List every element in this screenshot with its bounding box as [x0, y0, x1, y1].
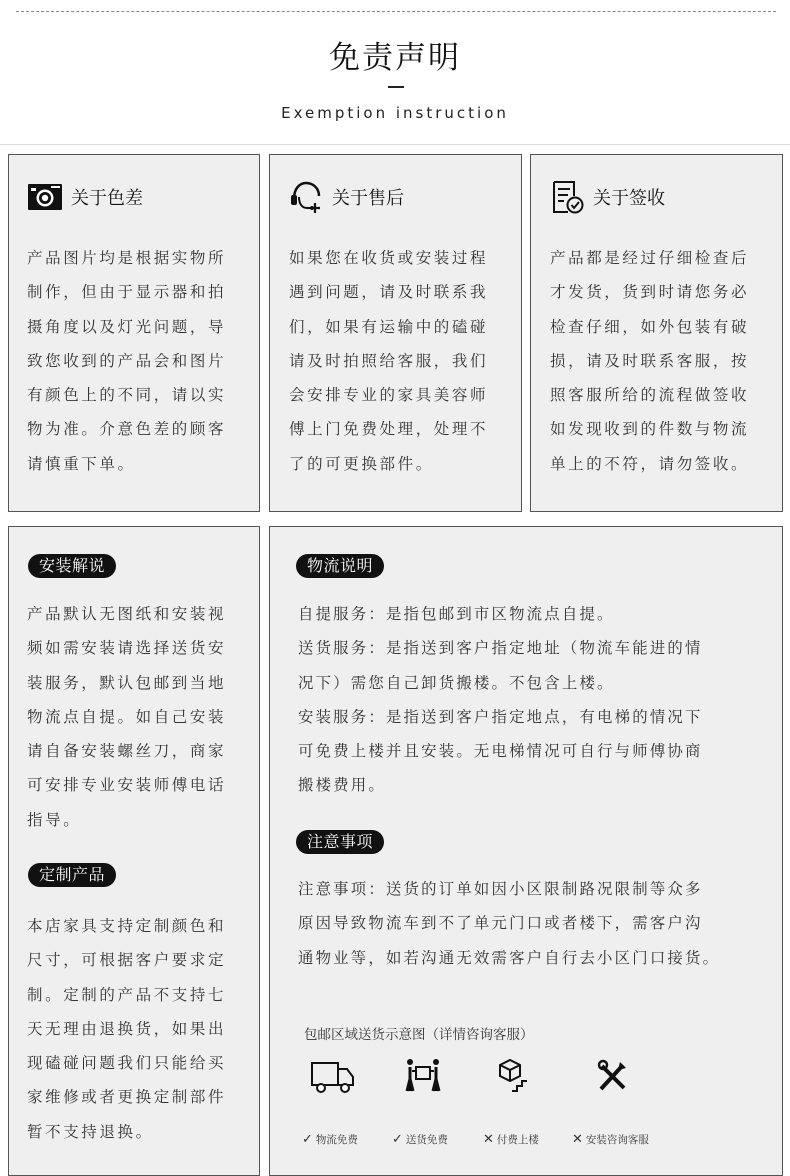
- caption-text: 物流免费: [315, 1134, 358, 1146]
- text-line: 现磕碰问题我们只能给买: [27, 1054, 227, 1073]
- delivery-men-icon: [404, 1057, 442, 1097]
- text-line: 请自备安装螺丝刀，商家: [27, 742, 227, 761]
- support-icon: [288, 179, 324, 215]
- stairs-box-icon: [494, 1057, 530, 1097]
- text-line: 单上的不符，请勿签收。: [550, 454, 750, 473]
- delivery-caption: [572, 1132, 649, 1147]
- card-logistics-notice: [269, 526, 783, 1176]
- notice-label-badge: 注意事项: [296, 830, 384, 854]
- check-icon: ✓: [302, 1132, 313, 1147]
- text-line: 原因导致物流车到不了单元门口或者楼下，需客户沟: [298, 914, 703, 933]
- card-header: [27, 179, 143, 215]
- delivery-caption: [302, 1132, 358, 1147]
- text-line: 检查仔细，如外包装有破: [550, 317, 750, 336]
- page-subtitle: Exemption instruction: [281, 104, 509, 122]
- card-title: 关于签收: [593, 188, 665, 209]
- text-line: 摄角度以及灯光问题，导: [27, 317, 227, 336]
- text-line: 可安排专业安装师傅电话: [27, 776, 227, 795]
- text-line: 照客服所给的流程做签收: [550, 386, 750, 405]
- text-line: 请及时拍照给客服，我们: [289, 351, 489, 370]
- text-line: 频如需安装请选择送货安: [27, 639, 227, 658]
- text-line: 产品默认无图纸和安装视: [27, 605, 227, 623]
- custom-body: [27, 909, 226, 1149]
- text-line: 指导。: [27, 810, 82, 829]
- text-line: 才发货，货到时请您务必: [550, 283, 750, 302]
- text-line: 损，请及时联系客服，按: [550, 351, 750, 370]
- text-line: 如发现收到的件数与物流: [550, 420, 750, 439]
- notice-body: [298, 872, 720, 975]
- delivery-caption: [483, 1132, 539, 1147]
- top-dashed-divider: [16, 11, 776, 12]
- card-title: 关于色差: [71, 188, 143, 209]
- tools-icon: [596, 1057, 630, 1097]
- header-divider: [0, 144, 790, 145]
- delivery-item: [596, 1057, 630, 1101]
- text-line: 会安排专业的家具美容师: [289, 386, 489, 405]
- text-line: 请慎重下单。: [27, 454, 136, 473]
- text-line: 们，如果有运输中的磕碰: [289, 317, 489, 336]
- text-line: 物流点自提。如自己安装: [27, 707, 227, 726]
- text-line: 致您收到的产品会和图片: [27, 351, 227, 370]
- text-line: 物为准。介意色差的顾客: [27, 420, 227, 439]
- card-body: [27, 241, 226, 481]
- caption-text: 送货免费: [405, 1134, 448, 1146]
- text-line: 产品图片均是根据实物所: [27, 249, 227, 267]
- text-line: 尺寸，可根据客户要求定: [27, 951, 227, 970]
- text-line: 制。定制的产品不支持七: [27, 985, 227, 1004]
- camera-icon: [27, 179, 63, 215]
- text-line: 天无理由退换货，如果出: [27, 1019, 227, 1038]
- text-line: 遇到问题，请及时联系我: [289, 283, 489, 302]
- caption-text: 安装咨询客服: [585, 1134, 649, 1146]
- card-install-custom: [8, 526, 260, 1176]
- text-line: 本店家具支持定制颜色和: [27, 917, 227, 935]
- text-line: 通物业等，如若沟通无效需客户自行去小区门口接货。: [298, 948, 721, 967]
- text-line: 了的可更换部件。: [289, 454, 434, 473]
- delivery-map-title: 包邮区域送货示意图（详情咨询客服）: [304, 1027, 534, 1043]
- text-line: 注意事项：送货的订单如因小区限制路况限制等众多: [298, 880, 703, 898]
- card-color-difference: [8, 154, 260, 512]
- install-body: [27, 597, 226, 837]
- text-line: 如果您在收货或安装过程: [289, 249, 489, 267]
- text-line: 搬楼费用。: [298, 776, 386, 795]
- cross-icon: ✕: [572, 1132, 583, 1147]
- text-line: 产品都是经过仔细检查后: [550, 249, 750, 267]
- check-icon: ✓: [392, 1132, 403, 1147]
- logistics-body: [298, 597, 703, 803]
- card-after-sale: [269, 154, 522, 512]
- text-line: 暂不支持退换。: [27, 1122, 154, 1141]
- text-line: 有颜色上的不同，请以实: [27, 386, 227, 405]
- cross-icon: ✕: [483, 1132, 494, 1147]
- text-line: 安装服务：是指送到客户指定地点，有电梯的情况下: [298, 707, 703, 726]
- text-line: 况下）需您自己卸货搬楼。不包含上楼。: [298, 673, 615, 692]
- card-header: [288, 179, 404, 215]
- text-line: 送货服务：是指送到客户指定地址（物流车能进的情: [298, 639, 703, 658]
- text-line: 可免费上楼并且安装。无电梯情况可自行与师傅协商: [298, 742, 703, 761]
- text-line: 装服务，默认包邮到当地: [27, 673, 227, 692]
- text-line: 傅上门免费处理，处理不: [289, 420, 489, 439]
- delivery-item: [404, 1057, 442, 1101]
- card-body: [289, 241, 488, 481]
- logistics-label-badge: 物流说明: [296, 554, 384, 578]
- delivery-caption: [392, 1132, 448, 1147]
- custom-label-badge: 定制产品: [28, 863, 116, 887]
- install-label-badge: 安装解说: [28, 554, 116, 578]
- text-line: 制作，但由于显示器和拍: [27, 283, 227, 302]
- delivery-item: [494, 1057, 530, 1101]
- delivery-item: [310, 1057, 356, 1101]
- truck-icon: [310, 1057, 356, 1097]
- page-title: 免责声明: [329, 40, 461, 76]
- title-dash: [388, 86, 404, 88]
- card-header: [549, 179, 665, 215]
- caption-text: 付费上楼: [496, 1134, 539, 1146]
- card-body: [550, 241, 749, 481]
- text-line: 自提服务：是指包邮到市区物流点自提。: [298, 605, 615, 623]
- card-receipt: [530, 154, 783, 512]
- card-title: 关于售后: [332, 188, 404, 209]
- checklist-icon: [549, 179, 585, 215]
- text-line: 家维修或者更换定制部件: [27, 1088, 227, 1107]
